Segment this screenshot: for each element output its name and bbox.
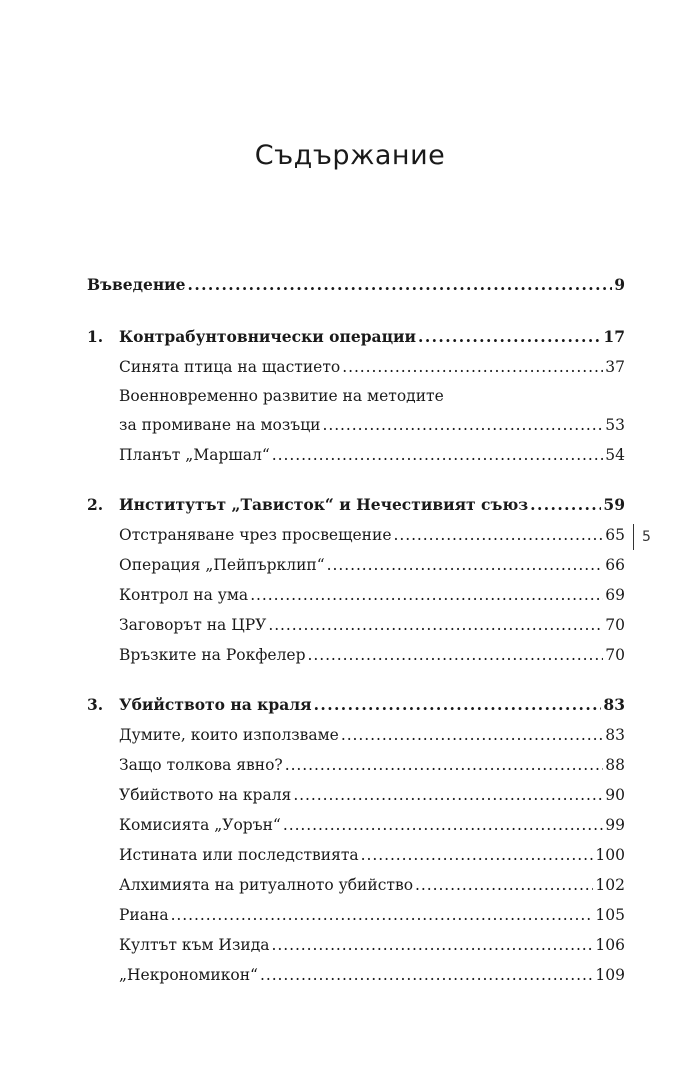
toc-section[interactable] [87,810,625,840]
section-title: Връзките на Рокфелер [119,646,306,664]
section-title: Отстраняване чрез просвещение [119,526,392,544]
chapter-number: 2. [87,495,104,514]
dot-leader [327,550,604,580]
page-number: 105 [595,906,625,924]
section-title: Алхимията на ритуалното убийство [119,876,414,894]
page-number: 37 [605,358,625,376]
toc-section[interactable] [87,960,625,990]
section-title: Синята птица на щастието [119,358,341,376]
dot-leader [272,440,603,470]
chapter-title: Институтът „Тависток“ и Нечестивият съюз [119,495,529,514]
toc-entry-introduction[interactable] [87,270,625,300]
page-number: 102 [595,876,625,894]
section-title: Заговорът на ЦРУ [119,616,267,634]
toc-section[interactable] [87,930,625,960]
page-number: 70 [605,616,625,634]
toc-chapter-3[interactable] [87,690,625,720]
section-title: Истината или последствията [119,846,359,864]
section-title: Убийството на краля [119,786,292,804]
page-number: 70 [605,646,625,664]
page-number: 83 [605,726,625,744]
dot-leader [323,410,604,440]
toc-section[interactable] [87,900,625,930]
page-number: 66 [605,556,625,574]
page-number: 59 [603,495,625,514]
dot-leader [293,780,603,810]
section-title: Думите, които използваме [119,726,339,744]
dot-leader [418,322,601,352]
page-number: 54 [605,446,625,464]
toc-section[interactable] [87,580,625,610]
page-number: 17 [603,327,625,346]
toc-section[interactable] [87,780,625,810]
dot-leader [188,270,613,300]
page-number: 53 [605,416,625,434]
dot-leader [342,352,603,382]
page-number: 83 [603,695,625,714]
page-number: 90 [605,786,625,804]
dot-leader [283,810,603,840]
toc-section[interactable] [87,550,625,580]
page-number: 106 [595,936,625,954]
page-number: 9 [614,275,625,294]
page-number: 99 [605,816,625,834]
section-title: Защо толкова явно? [119,756,283,774]
section-title: Култът към Изида [119,936,270,954]
page-number: 109 [595,966,625,984]
toc-section[interactable] [87,870,625,900]
chapter-number: 1. [87,327,104,346]
toc-section[interactable] [87,410,625,440]
toc-section[interactable] [87,720,625,750]
table-of-contents [87,270,625,990]
page-number: 65 [605,526,625,544]
dot-leader [314,690,602,720]
page-number: 69 [605,586,625,604]
section-title: за промиване на мозъци [119,416,321,434]
page-folio [633,524,651,550]
dot-leader [530,490,601,520]
dot-leader [415,870,593,900]
section-title: Контрол на ума [119,586,249,604]
entry-title: Въведение [87,275,186,294]
dot-leader [268,610,603,640]
dot-leader [361,840,594,870]
folio-number: 5 [642,529,651,545]
toc-section[interactable] [87,750,625,780]
toc-section[interactable] [87,520,625,550]
toc-section[interactable] [87,640,625,670]
section-title-line-1: Военновременно развитие на методите [119,387,444,405]
dot-leader [394,520,604,550]
page-title: Съдържание [254,140,446,171]
dot-leader [272,930,594,960]
page-number: 100 [595,846,625,864]
chapter-title: Контрабунтовнически операции [119,327,417,346]
section-title: Комисията „Уорън“ [119,816,281,834]
page-number: 88 [605,756,625,774]
dot-leader [285,750,604,780]
section-title: Планът „Маршал“ [119,446,270,464]
section-title: Операция „Пейпърклип“ [119,556,325,574]
toc-chapter-1[interactable] [87,322,625,352]
dot-leader [250,580,603,610]
chapter-number: 3. [87,695,104,714]
toc-chapter-2[interactable] [87,490,625,520]
toc-section[interactable] [87,352,625,382]
section-title: „Некрономикон“ [119,966,258,984]
toc-section[interactable] [87,610,625,640]
folio-divider [633,524,634,550]
chapter-title: Убийството на краля [119,695,312,714]
dot-leader [260,960,593,990]
dot-leader [341,720,603,750]
toc-section[interactable] [87,440,625,470]
section-title: Риана [119,906,169,924]
dot-leader [171,900,594,930]
toc-section[interactable] [87,840,625,870]
dot-leader [308,640,604,670]
